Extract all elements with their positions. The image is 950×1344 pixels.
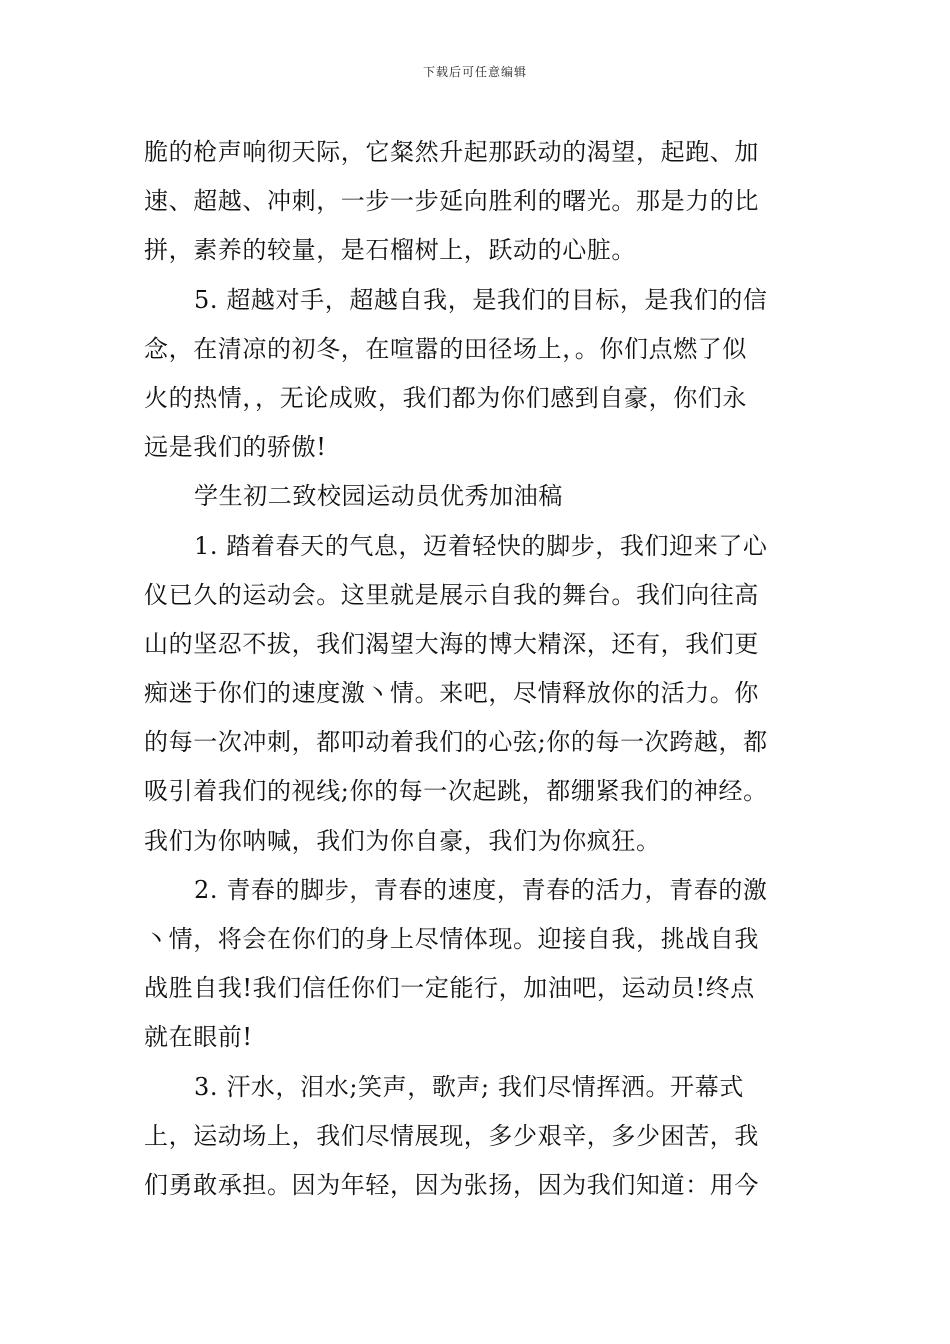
paragraph-first-line: 2. 青春的脚步，青春的速度，青春的活力，青春的激 <box>194 875 768 904</box>
text-line: 山的坚忍不拔，我们渴望大海的博大精深，还有，我们更 <box>144 629 759 658</box>
text-line: 们勇敢承担。因为年轻，因为张扬，因为我们知道：用今 <box>144 1170 759 1199</box>
text-line: 拼，素养的较量，是石榴树上，跃动的心脏。 <box>144 236 636 265</box>
paragraph-first-line: 1. 踏着春天的气息，迈着轻快的脚步，我们迎来了心 <box>194 531 768 560</box>
text-line: 上，运动场上，我们尽情展现，多少艰辛，多少困苦，我 <box>144 1121 759 1150</box>
text-line: 远是我们的骄傲! <box>144 433 327 462</box>
document-body <box>144 128 808 1210</box>
text-line: 痴迷于你们的速度激丶情。来吧，尽情释放你的活力。你 <box>144 679 759 708</box>
text-line: 我们为你呐喊，我们为你自豪，我们为你疯狂。 <box>144 826 661 855</box>
section-heading: 学生初二致校园运动员优秀加油稿 <box>194 482 563 511</box>
text-line: 仪已久的运动会。这里就是展示自我的舞台。我们向往高 <box>144 580 759 609</box>
text-line: 就在眼前! <box>144 1023 253 1052</box>
text-line: 的每一次冲刺，都叩动着我们的心弦;你的每一次跨越，都 <box>144 728 768 757</box>
text-line: 念，在清凉的初冬，在喧嚣的田径场上，。你们点燃了似 <box>144 334 747 363</box>
text-line: 吸引着我们的视线;你的每一次起跳，都绷紧我们的神经。 <box>144 777 768 806</box>
text-line: 脆的枪声响彻天际，它粲然升起那跃动的渴望，起跑、加 <box>144 138 759 166</box>
text-line: 速、超越、冲刺，一步一步延向胜利的曙光。那是力的比 <box>144 187 759 216</box>
paragraph-first-line: 3. 汗水，泪水;笑声，歌声; 我们尽情挥洒。开幕式 <box>194 1072 744 1101</box>
text-line: 火的热情，，无论成败，我们都为你们感到自豪，你们永 <box>144 383 747 412</box>
page-header: 下载后可任意编辑 <box>422 65 527 79</box>
paragraph-first-line: 5. 超越对手，超越自我，是我们的目标，是我们的信 <box>194 285 768 314</box>
text-line: 战胜自我!我们信任你们一定能行，加油吧，运动员!终点 <box>144 974 755 1003</box>
text-line: 丶情，将会在你们的身上尽情体现。迎接自我，挑战自我 <box>144 925 759 953</box>
